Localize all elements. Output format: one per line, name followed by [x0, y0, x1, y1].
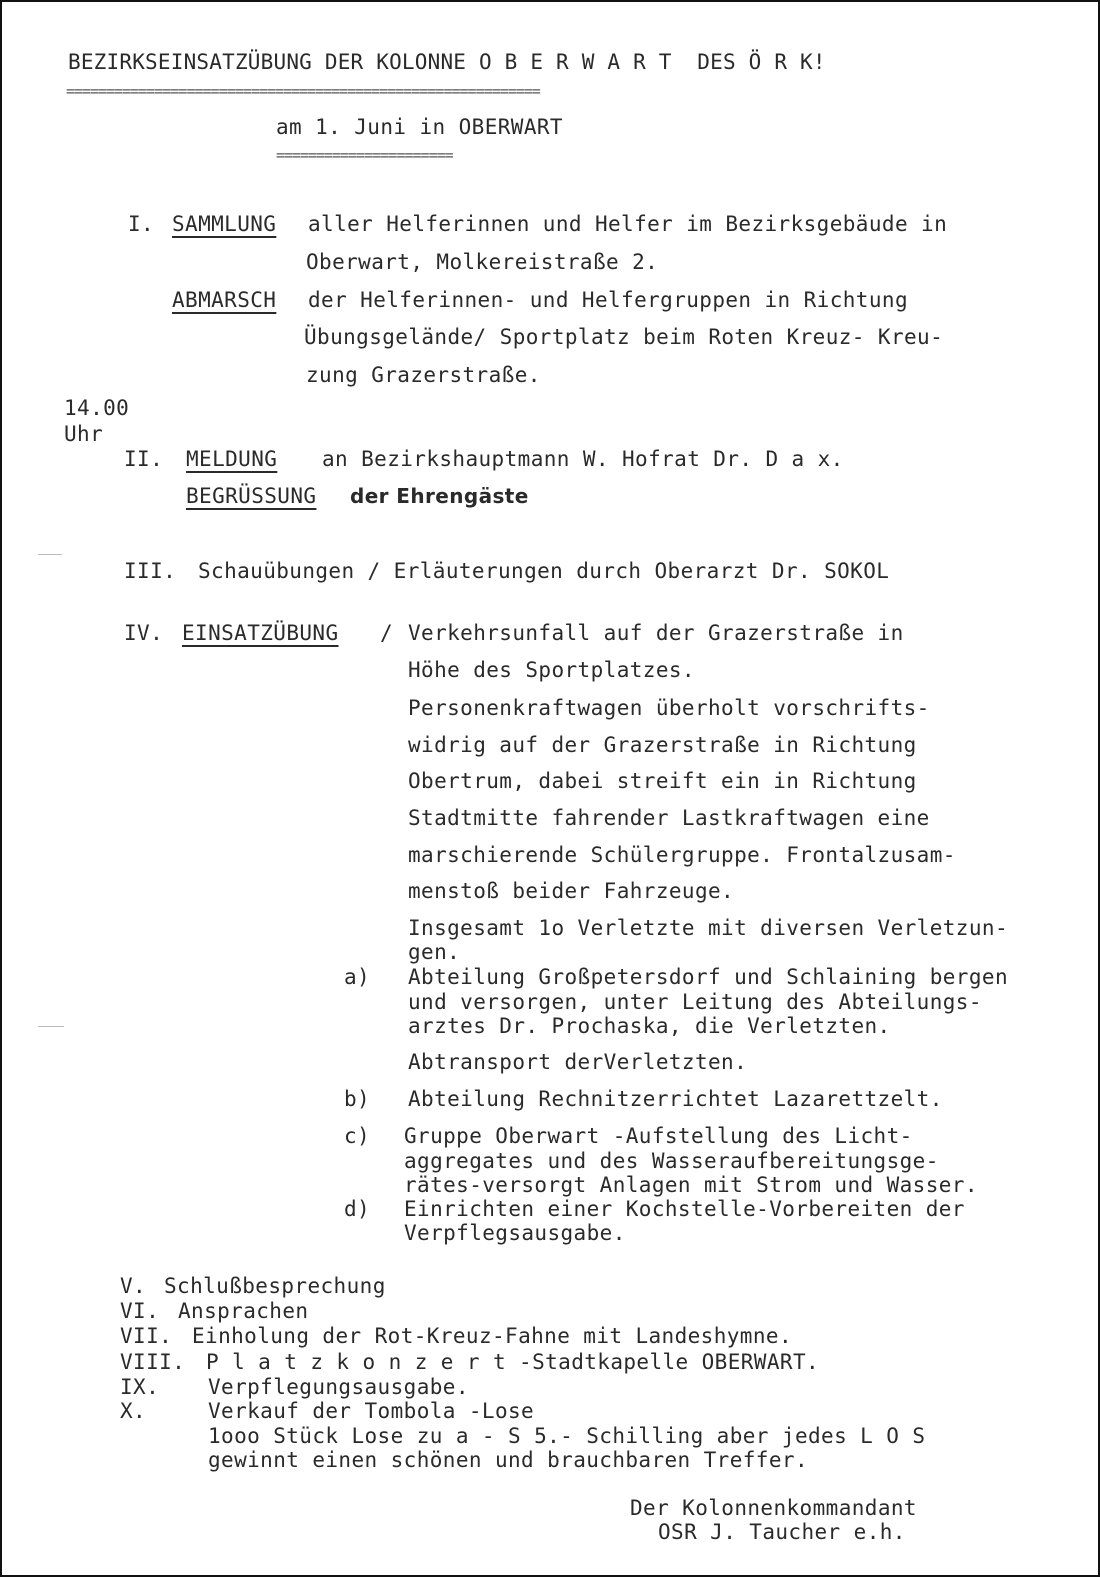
- section-3-numeral: III.: [124, 559, 177, 583]
- item-letter-b: b): [344, 1087, 371, 1111]
- section-1-label-sammlung: SAMMLUNG: [172, 212, 277, 236]
- section-2-text: an Bezirkshauptmann W. Hofrat Dr. D a x.: [322, 447, 844, 471]
- item-b-line: Abteilung Rechnitzerrichtet Lazarettzelt.: [408, 1087, 943, 1111]
- item-letter-c: c): [344, 1124, 371, 1148]
- time-hour: 14.00: [64, 396, 130, 420]
- section-2-text: der Ehrengäste: [350, 484, 529, 508]
- item-d-line: Einrichten einer Kochstelle-Vorbereiten der: [404, 1197, 965, 1221]
- item-c-line: rätes-versorgt Anlagen mit Strom und Wasser.: [404, 1173, 978, 1197]
- item-a-line: Abtransport derVerletzten.: [408, 1050, 748, 1074]
- section-4-line: widrig auf der Grazerstraße in Richtung: [408, 733, 917, 757]
- section-4-line: Verkehrsunfall auf der Grazerstraße in: [408, 621, 904, 645]
- section-2-numeral: II.: [124, 447, 164, 471]
- item-c-line: Gruppe Oberwart -Aufstellung des Licht-: [404, 1124, 913, 1148]
- section-1-numeral: I.: [128, 212, 155, 236]
- time-unit: Uhr: [64, 422, 104, 446]
- signature-role: Der Kolonnenkommandant: [630, 1496, 917, 1520]
- section-1-text: zung Grazerstraße.: [306, 363, 541, 387]
- section-4-line: Personenkraftwagen überholt vorschrifts-: [408, 696, 930, 720]
- section-1-text: Oberwart, Molkereistraße 2.: [306, 250, 659, 274]
- item-letter-a: a): [344, 965, 371, 989]
- section-2-label-begruessung: BEGRÜSSUNG: [186, 484, 317, 508]
- document-subtitle: am 1. Juni in OBERWART: [276, 115, 563, 139]
- section-4-line: gen.: [408, 940, 461, 964]
- item-a-line: Abteilung Großpetersdorf und Schlaining bergen: [408, 965, 1008, 989]
- item-letter-d: d): [344, 1197, 371, 1221]
- closing-text: Verpflegungsausgabe.: [208, 1375, 469, 1399]
- section-4-line: marschierende Schülergruppe. Frontalzusam-: [408, 843, 956, 867]
- closing-numeral: VIII.: [120, 1350, 186, 1374]
- section-1-label-abmarsch: ABMARSCH: [172, 288, 277, 312]
- section-2-label-meldung: MELDUNG: [186, 447, 278, 471]
- tombola-line: gewinnt einen schönen und brauchbaren Treffer.: [208, 1448, 808, 1472]
- section-4-line: Obertrum, dabei streift ein in Richtung: [408, 769, 917, 793]
- closing-numeral: IX.: [120, 1375, 160, 1399]
- closing-text: P l a t z k o n z e r t -Stadtkapelle OBERWART.: [206, 1350, 820, 1374]
- signature-name: OSR J. Taucher e.h.: [658, 1520, 906, 1544]
- section-4-label-einsatzuebung: EINSATZÜBUNG: [182, 621, 339, 645]
- section-1-text: aller Helferinnen und Helfer im Bezirksgebäude in: [308, 212, 948, 236]
- item-c-line: aggregates und des Wasseraufbereitungsge-: [404, 1149, 939, 1173]
- closing-numeral: X.: [120, 1399, 147, 1423]
- closing-text: Ansprachen: [178, 1299, 309, 1323]
- document-title: BEZIRKSEINSATZÜBUNG DER KOLONNE O B E R W A R T DES Ö R K!: [68, 50, 826, 74]
- subtitle-rule: ======================: [276, 146, 453, 164]
- scan-mark: [38, 554, 62, 555]
- section-4-separator: /: [380, 621, 394, 645]
- section-4-line: Insgesamt 1o Verletzte mit diversen Verletzun-: [408, 916, 1008, 940]
- section-4-numeral: IV.: [124, 621, 164, 645]
- closing-text: Einholung der Rot-Kreuz-Fahne mit Landeshymne.: [192, 1324, 792, 1348]
- item-d-line: Verpflegsausgabe.: [404, 1221, 626, 1245]
- section-4-line: Höhe des Sportplatzes.: [408, 658, 695, 682]
- item-a-line: arztes Dr. Prochaska, die Verletzten.: [408, 1014, 891, 1038]
- closing-numeral: V.: [120, 1274, 147, 1298]
- section-1-text: der Helferinnen- und Helfergruppen in Richtung: [308, 288, 908, 312]
- title-rule: ===========================================================: [66, 82, 540, 100]
- section-3-text: Schauübungen / Erläuterungen durch Oberarzt Dr. SOKOL: [198, 559, 890, 583]
- section-1-text: Übungsgelände/ Sportplatz beim Roten Kreuz- Kreu-: [304, 325, 944, 349]
- section-4-line: Stadtmitte fahrender Lastkraftwagen eine: [408, 806, 930, 830]
- item-a-line: und versorgen, unter Leitung des Abteilungs-: [408, 990, 982, 1014]
- closing-numeral: VII.: [120, 1324, 173, 1348]
- tombola-line: 1ooo Stück Lose zu a - S 5.- Schilling aber jedes L O S: [208, 1424, 926, 1448]
- scan-mark: [38, 1026, 64, 1027]
- section-4-line: menstoß beider Fahrzeuge.: [408, 879, 735, 903]
- closing-text: Schlußbesprechung: [164, 1274, 386, 1298]
- closing-numeral: VI.: [120, 1299, 160, 1323]
- closing-text: Verkauf der Tombola -Lose: [208, 1399, 535, 1423]
